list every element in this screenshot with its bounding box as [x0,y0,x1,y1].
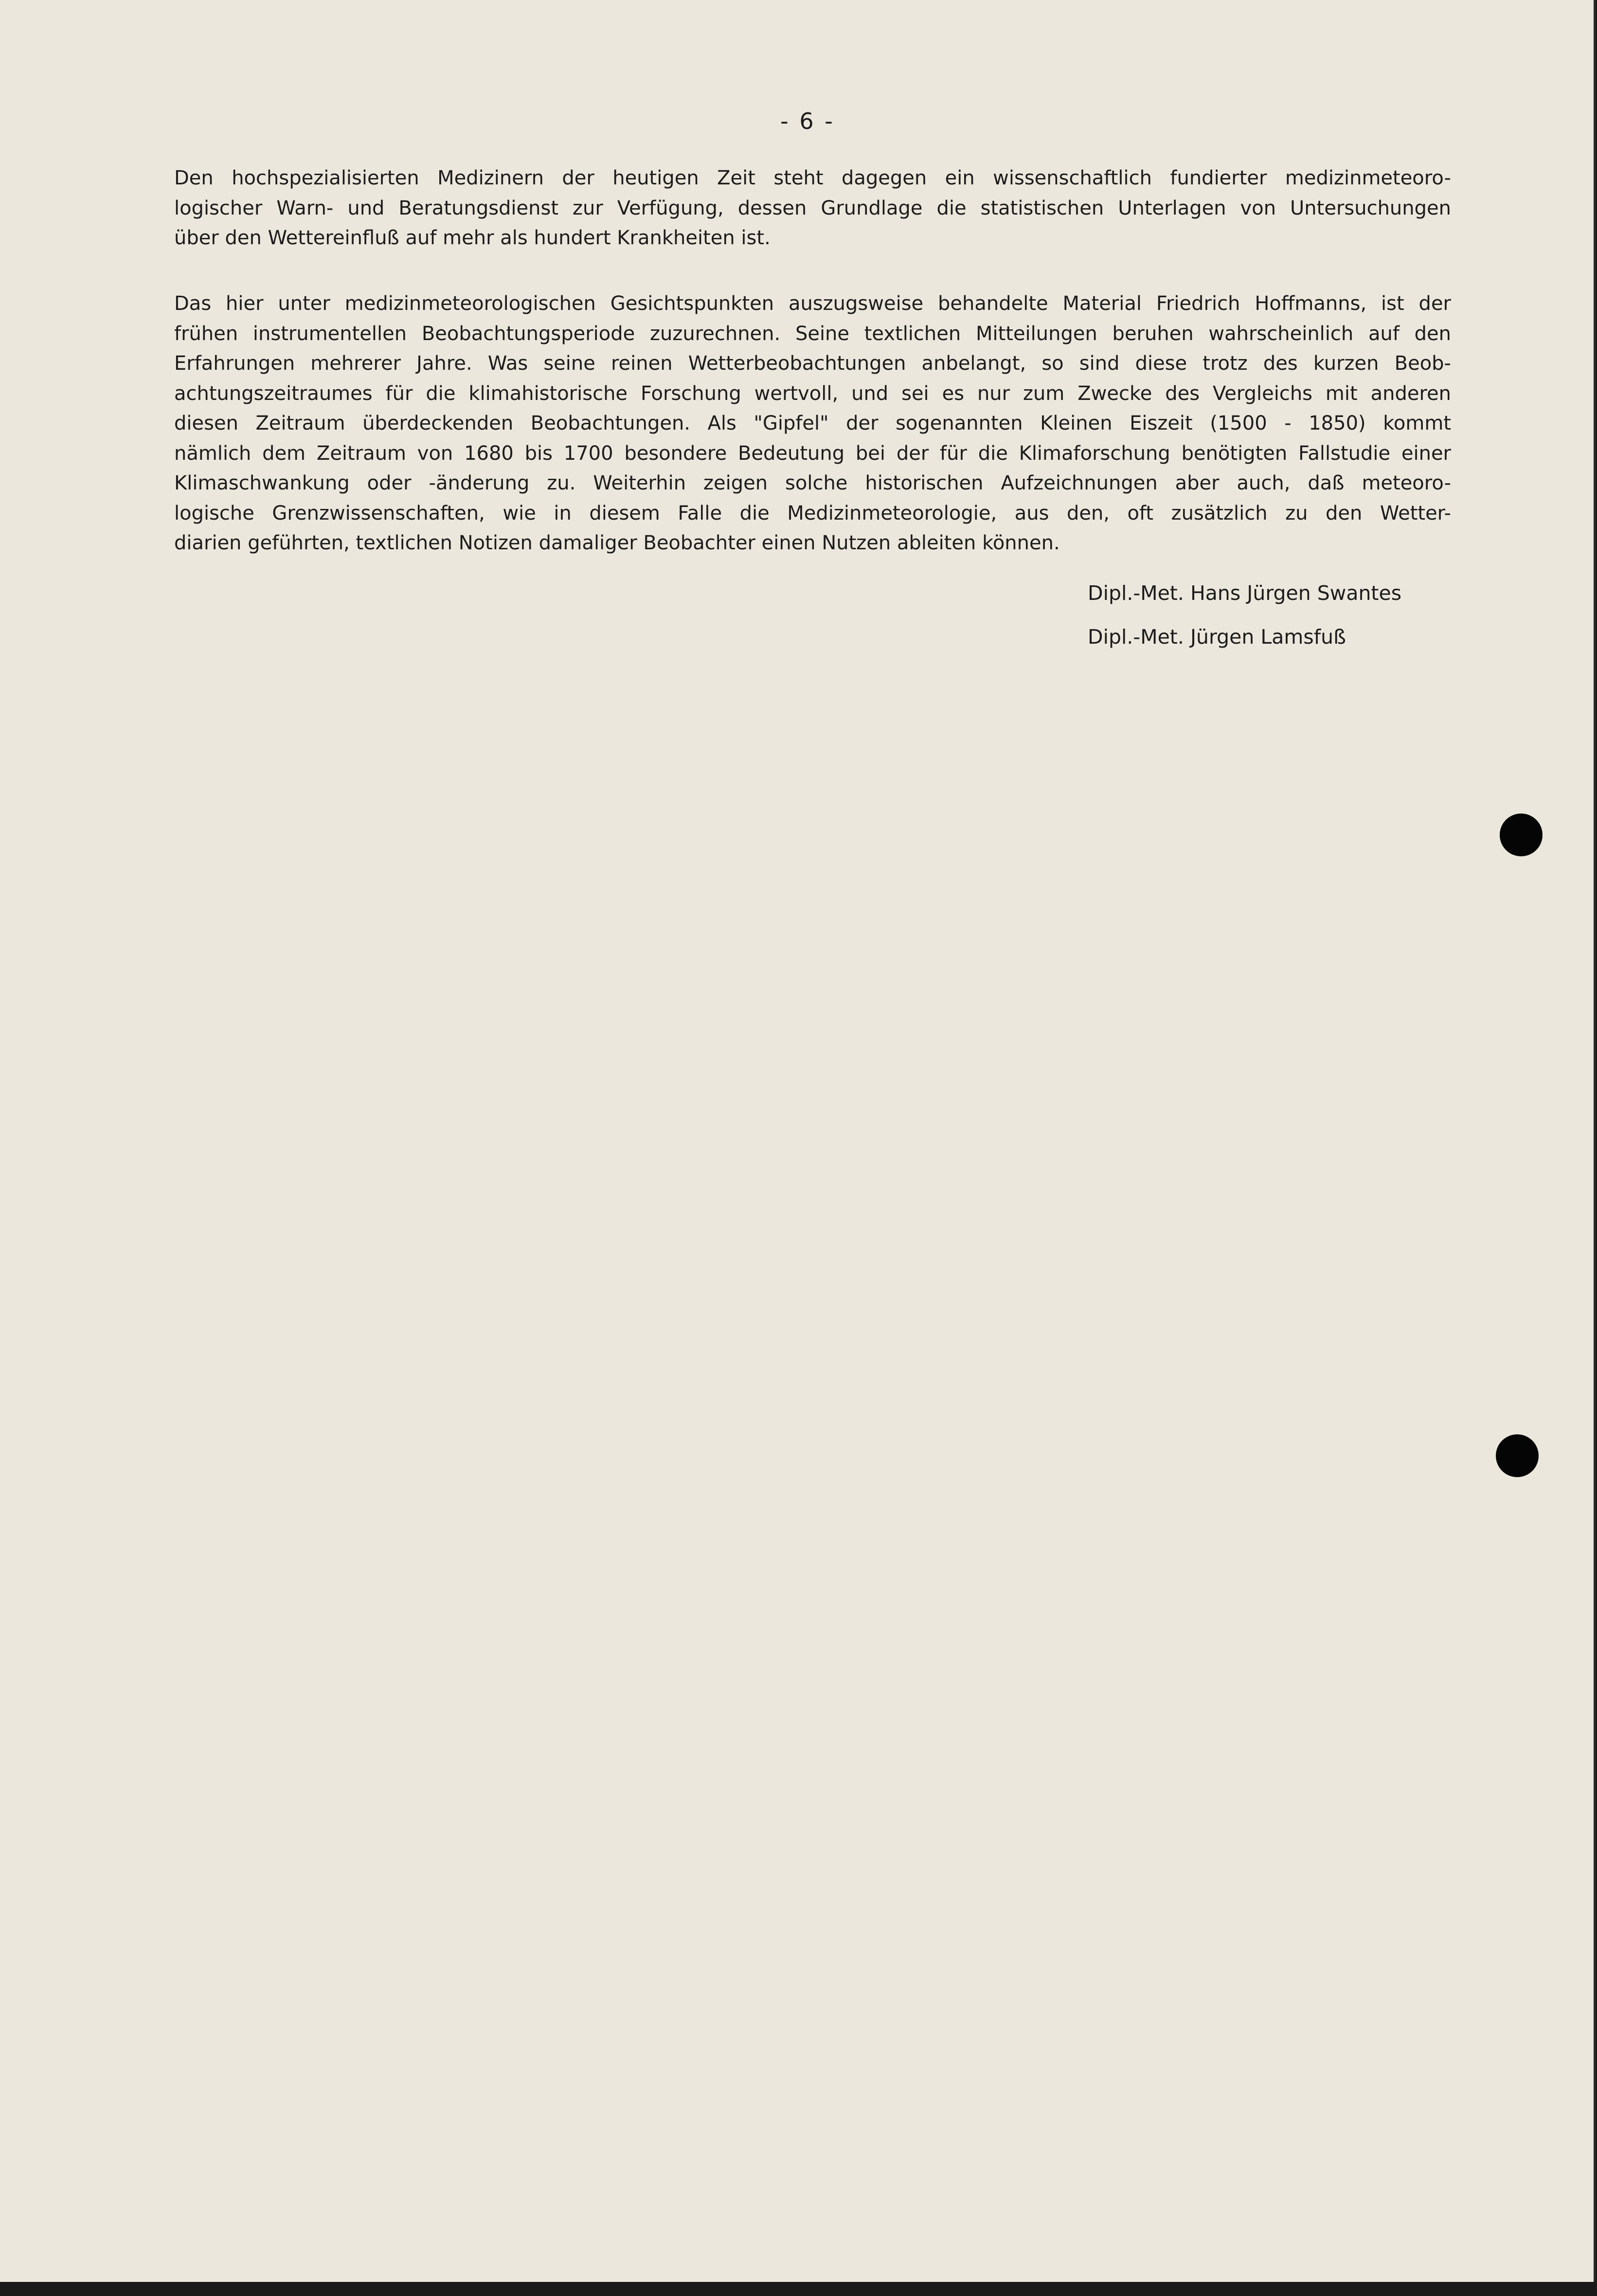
text-line: Den hochspezialisierten Medizinern der heutigen Zeit steht dagegen ein wissenschaftlich fundierter medizinmeteoro- [174,167,1451,189]
author-signature-line: Dipl.-Met. Jürgen Lamsfuß [1088,625,1346,649]
paragraph-2 [174,289,1451,559]
paragraph-1 [174,163,1451,253]
text-line: diesen Zeitraum überdeckenden Beobachtungen. Als "Gipfel" der sogenannten Kleinen Eiszeit (1500 - 1850) kommt [174,412,1451,434]
text-line: diarien geführten, textlichen Notizen damaliger Beobachter einen Nutzen ableiten können. [174,532,1060,554]
text-line: nämlich dem Zeitraum von 1680 bis 1700 besondere Bedeutung bei der für die Klimaforschung benötigten Fallstudie einer [174,442,1451,465]
text-line: achtungszeitraumes für die klimahistorische Forschung wertvoll, und sei es nur zum Zwecke des Vergleichs mit anderen [174,382,1451,405]
text-line: frühen instrumentellen Beobachtungsperiode zuzurechnen. Seine textlichen Mitteilungen beruhen wahrscheinlich auf den [174,322,1451,345]
text-line: Klimaschwankung oder -änderung zu. Weiterhin zeigen solche historischen Aufzeichnungen aber auch, daß meteoro- [174,472,1451,494]
text-line: über den Wettereinfluß auf mehr als hundert Krankheiten ist. [174,227,771,249]
text-line: Erfahrungen mehrerer Jahre. Was seine reinen Wetterbeobachtungen anbelangt, so sind diese trotz des kurzen Beob- [174,352,1451,375]
punch-hole [1496,1434,1539,1477]
text-line: Das hier unter medizinmeteorologischen Gesichtspunkten auszugsweise behandelte Material Friedrich Hoffmanns, ist der [174,292,1451,315]
author-signature-line: Dipl.-Met. Hans Jürgen Swantes [1088,581,1402,605]
page-number: - 6 - [780,108,835,134]
text-line: logische Grenzwissenschaften, wie in diesem Falle die Medizinmeteorologie, aus den, oft zusätzlich zu den Wetter- [174,502,1451,524]
punch-hole [1500,814,1543,856]
text-line: logischer Warn- und Beratungsdienst zur Verfügung, dessen Grundlage die statistischen Unterlagen von Untersuchungen [174,197,1451,219]
